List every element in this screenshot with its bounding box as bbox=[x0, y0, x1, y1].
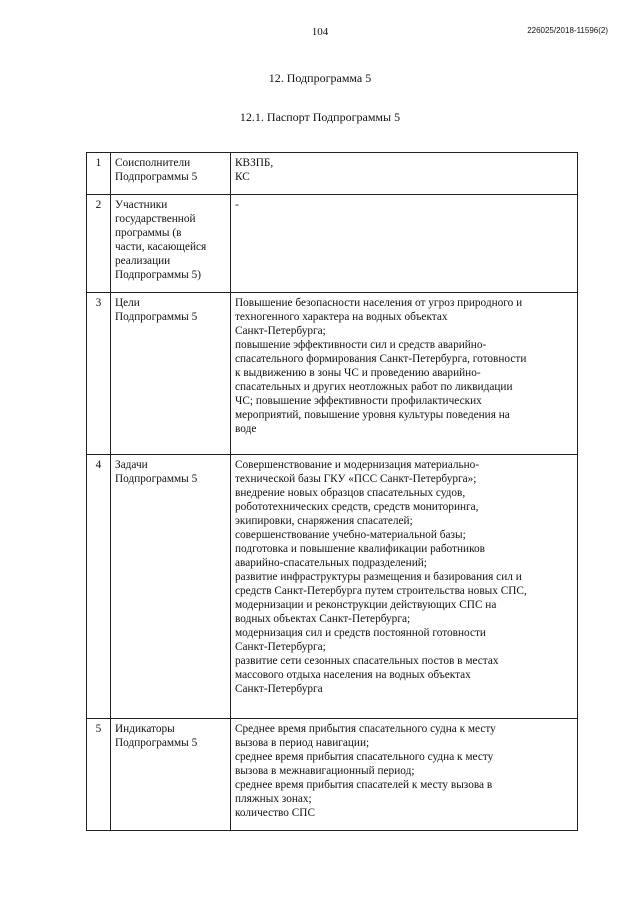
row-name bbox=[111, 293, 231, 455]
row-content-line: Совершенствование и модернизация материально- bbox=[235, 459, 480, 471]
row-content-line: развитие сети сезонных спасательных постов в местах bbox=[235, 655, 499, 667]
passport-table bbox=[86, 152, 578, 831]
row-content-line: технической базы ГКУ «ПСС Санкт-Петербурга»; bbox=[235, 473, 477, 485]
row-content-line: Санкт-Петербурга; bbox=[235, 641, 326, 653]
row-name-line: Индикаторы bbox=[115, 723, 175, 735]
table-row bbox=[87, 455, 578, 719]
row-content-line: пляжных зонах; bbox=[235, 793, 312, 805]
row-name-line: Подпрограммы 5 bbox=[115, 171, 198, 183]
row-name bbox=[111, 195, 231, 293]
row-content-line: среднее время прибытия спасателей к месту вызова в bbox=[235, 779, 493, 791]
row-content-line: среднее время прибытия спасательного судна к месту bbox=[235, 751, 494, 763]
row-content-line: экипировки, снаряжения спасателей; bbox=[235, 515, 413, 527]
row-content-line: внедрение новых образцов спасательных судов, bbox=[235, 487, 466, 499]
row-content-line: средств Санкт-Петербурга путем строительства новых СПС, bbox=[235, 585, 527, 597]
row-content-line: модернизация сил и средств постоянной готовности bbox=[235, 627, 486, 639]
row-content-line: Санкт-Петербурга bbox=[235, 683, 323, 695]
row-name-line: Задачи bbox=[115, 459, 148, 471]
row-content-line: спасательного формирования Санкт-Петербурга, готовности bbox=[235, 353, 527, 365]
table-row bbox=[87, 195, 578, 293]
table-row bbox=[87, 153, 578, 195]
row-name-line: Подпрограммы 5 bbox=[115, 737, 198, 749]
section-title: 12. Подпрограмма 5 bbox=[268, 71, 372, 85]
row-content bbox=[231, 455, 578, 719]
row-name-line: части, касающейся bbox=[115, 241, 207, 253]
row-number: 3 bbox=[87, 293, 111, 455]
row-content-line: Среднее время прибытия спасательного судна к месту bbox=[235, 723, 496, 735]
passport-table-body bbox=[87, 153, 578, 831]
row-content-line: воде bbox=[235, 423, 257, 435]
row-number: 2 bbox=[87, 195, 111, 293]
row-content-line: подготовка и повышение квалификации работников bbox=[235, 543, 485, 555]
row-content-line: спасательных и других неотложных работ по ликвидации bbox=[235, 381, 513, 393]
row-content-line: КС bbox=[235, 171, 250, 183]
row-name-line: программы (в bbox=[115, 227, 182, 239]
row-name bbox=[111, 719, 231, 831]
document-code: 226025/2018-11596(2) bbox=[527, 26, 608, 35]
row-content-line: КВЗПБ, bbox=[235, 157, 274, 169]
row-content-line: ЧС; повышение эффективности профилактических bbox=[235, 395, 482, 407]
row-name-line: Подпрограммы 5) bbox=[115, 269, 201, 281]
row-content-line: к выдвижению в зоны ЧС и проведению аварийно- bbox=[235, 367, 481, 379]
row-content-line: вызова в период навигации; bbox=[235, 737, 370, 749]
row-content-line: мероприятий, повышение уровня культуры поведения на bbox=[235, 409, 510, 421]
row-content-line: модернизации и реконструкции действующих СПС на bbox=[235, 599, 497, 611]
row-content-line: водных объектах Санкт-Петербурга; bbox=[235, 613, 411, 625]
table-row bbox=[87, 293, 578, 455]
row-name-line: государственной bbox=[115, 213, 196, 225]
row-name-line: Подпрограммы 5 bbox=[115, 311, 198, 323]
row-name-line: Подпрограммы 5 bbox=[115, 473, 198, 485]
row-content-line: Санкт-Петербурга; bbox=[235, 325, 326, 337]
row-name-line: Цели bbox=[115, 297, 140, 309]
row-name-line: Участники bbox=[115, 199, 168, 211]
row-content bbox=[231, 719, 578, 831]
row-content-line: - bbox=[235, 199, 239, 211]
row-content-line: количество СПС bbox=[235, 807, 315, 819]
row-content-line: вызова в межнавигационный период; bbox=[235, 765, 415, 777]
row-content-line: совершенствование учебно-материальной базы; bbox=[235, 529, 466, 541]
row-content-line: массового отдыха населения на водных объектах bbox=[235, 669, 471, 681]
row-name bbox=[111, 153, 231, 195]
row-content-line: повышение эффективности сил и средств аварийно- bbox=[235, 339, 487, 351]
row-content bbox=[231, 195, 578, 293]
section-subtitle: 12.1. Паспорт Подпрограммы 5 bbox=[239, 110, 401, 124]
row-name-line: реализации bbox=[115, 255, 171, 267]
table-row bbox=[87, 719, 578, 831]
row-content-line: аварийно-спасательных подразделений; bbox=[235, 557, 427, 569]
row-content bbox=[231, 153, 578, 195]
row-name bbox=[111, 455, 231, 719]
page-number: 104 bbox=[311, 26, 329, 38]
row-number: 5 bbox=[87, 719, 111, 831]
row-content-line: техногенного характера на водных объектах bbox=[235, 311, 448, 323]
row-number: 1 bbox=[87, 153, 111, 195]
row-number: 4 bbox=[87, 455, 111, 719]
row-content-line: робототехнических средств, средств мониторинга, bbox=[235, 501, 479, 513]
row-content-line: Повышение безопасности населения от угроз природного и bbox=[235, 297, 523, 309]
row-name-line: Соисполнители bbox=[115, 157, 191, 169]
row-content-line: развитие инфраструктуры размещения и базирования сил и bbox=[235, 571, 522, 583]
row-content bbox=[231, 293, 578, 455]
